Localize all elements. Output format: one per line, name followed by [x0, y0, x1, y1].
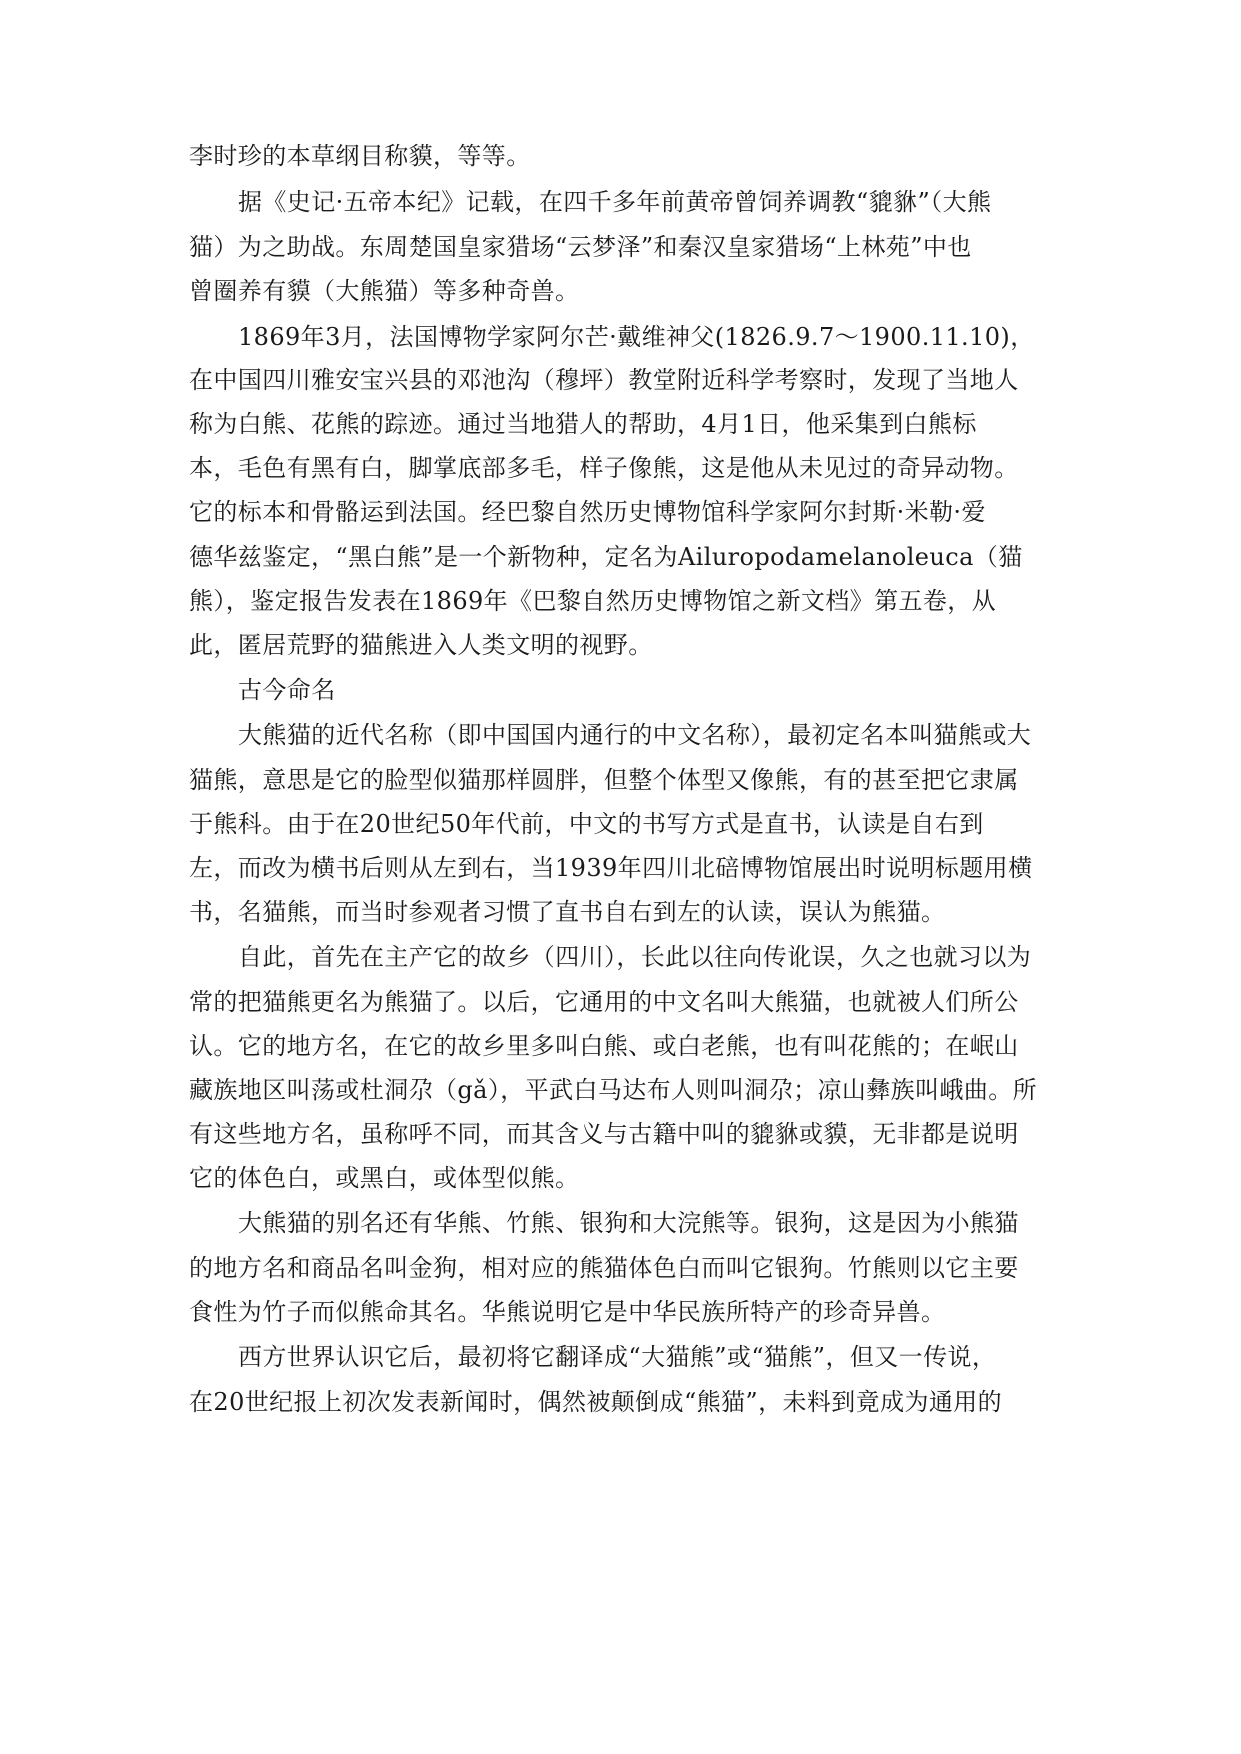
body-text-line: 于熊科。由于在20世纪50年代前，中文的书写方式是直书，认读是自右到	[189, 810, 984, 838]
paragraph-first-line: 大熊猫的近代名称（即中国国内通行的中文名称），最初定名本叫猫熊或大	[238, 721, 1032, 749]
body-text-line: 书，名猫熊，而当时参观者习惯了直书自右到左的认读，误认为熊猫。	[189, 898, 946, 926]
body-text-line: 的地方名和商品名叫金狗，相对应的熊猫体色白而叫它银狗。竹熊则以它主要	[189, 1254, 1019, 1282]
body-text-line: 猫）为之助战。东周楚国皇家猎场“云梦泽”和秦汉皇家猎场“上林苑”中也	[189, 233, 972, 261]
body-text-line: 在20世纪报上初次发表新闻时，偶然被颠倒成“熊猫”，未料到竟成为通用的	[189, 1388, 1003, 1416]
body-text-line: 左，而改为横书后则从左到右，当1939年四川北碚博物馆展出时说明标题用横	[189, 854, 1033, 882]
section-heading: 古今命名	[238, 676, 336, 704]
body-text-line: 曾圈养有貘（大熊猫）等多种奇兽。	[189, 277, 580, 305]
paragraph-first-line: 西方世界认识它后，最初将它翻译成“大猫熊”或“猫熊”，但又一传说，	[238, 1343, 997, 1371]
paragraph-first-line: 据《史记·五帝本纪》记载，在四千多年前黄帝曾饲养调教“貔貅”（大熊	[238, 188, 992, 216]
paragraph-first-line: 大熊猫的别名还有华熊、竹熊、银狗和大浣熊等。银狗，这是因为小熊猫	[238, 1209, 1019, 1237]
body-text-line: 本，毛色有黑有白，脚掌底部多毛，样子像熊，这是他从未见过的奇异动物。	[189, 454, 1019, 482]
body-text-line: 在中国四川雅安宝兴县的邓池沟（穆坪）教堂附近科学考察时，发现了当地人	[189, 366, 1019, 394]
body-text-line: 熊），鉴定报告发表在1869年《巴黎自然历史博物馆之新文档》第五卷，从	[189, 587, 997, 615]
body-text-line: 藏族地区叫荡或杜洞尕（gǎ），平武白马达布人则叫洞尕；凉山彝族叫峨曲。所	[189, 1076, 1038, 1104]
body-text-line: 它的体色白，或黑白，或体型似熊。	[189, 1164, 580, 1192]
body-text-line: 常的把猫熊更名为熊猫了。以后，它通用的中文名叫大熊猫，也就被人们所公	[189, 988, 1019, 1016]
body-text-line: 认。它的地方名，在它的故乡里多叫白熊、或白老熊，也有叫花熊的；在岷山	[189, 1032, 1019, 1060]
body-text-line: 它的标本和骨骼运到法国。经巴黎自然历史博物馆科学家阿尔封斯·米勒·爱	[189, 498, 986, 526]
paragraph-first-line: 1869年3月，法国博物学家阿尔芒·戴维神父(1826.9.7～1900.11.10)，	[238, 323, 1035, 351]
body-text-line: 此，匿居荒野的猫熊进入人类文明的视野。	[189, 631, 653, 659]
body-text-line: 德华兹鉴定，“黑白熊”是一个新物种，定名为Ailuropodamelanoleuca（猫	[189, 543, 1023, 571]
body-text-line: 食性为竹子而似熊命其名。华熊说明它是中华民族所特产的珍奇异兽。	[189, 1298, 946, 1326]
body-text-line: 有这些地方名，虽称呼不同，而其含义与古籍中叫的貔貅或貘，无非都是说明	[189, 1120, 1019, 1148]
body-text-line: 猫熊，意思是它的脸型似猫那样圆胖，但整个体型又像熊，有的甚至把它隶属	[189, 766, 1019, 794]
body-text-line: 称为白熊、花熊的踪迹。通过当地猎人的帮助，4月1日，他采集到白熊标	[189, 410, 977, 438]
body-text-line: 李时珍的本草纲目称貘，等等。	[189, 142, 531, 170]
paragraph-first-line: 自此，首先在主产它的故乡（四川），长此以往向传讹误，久之也就习以为	[238, 943, 1032, 971]
